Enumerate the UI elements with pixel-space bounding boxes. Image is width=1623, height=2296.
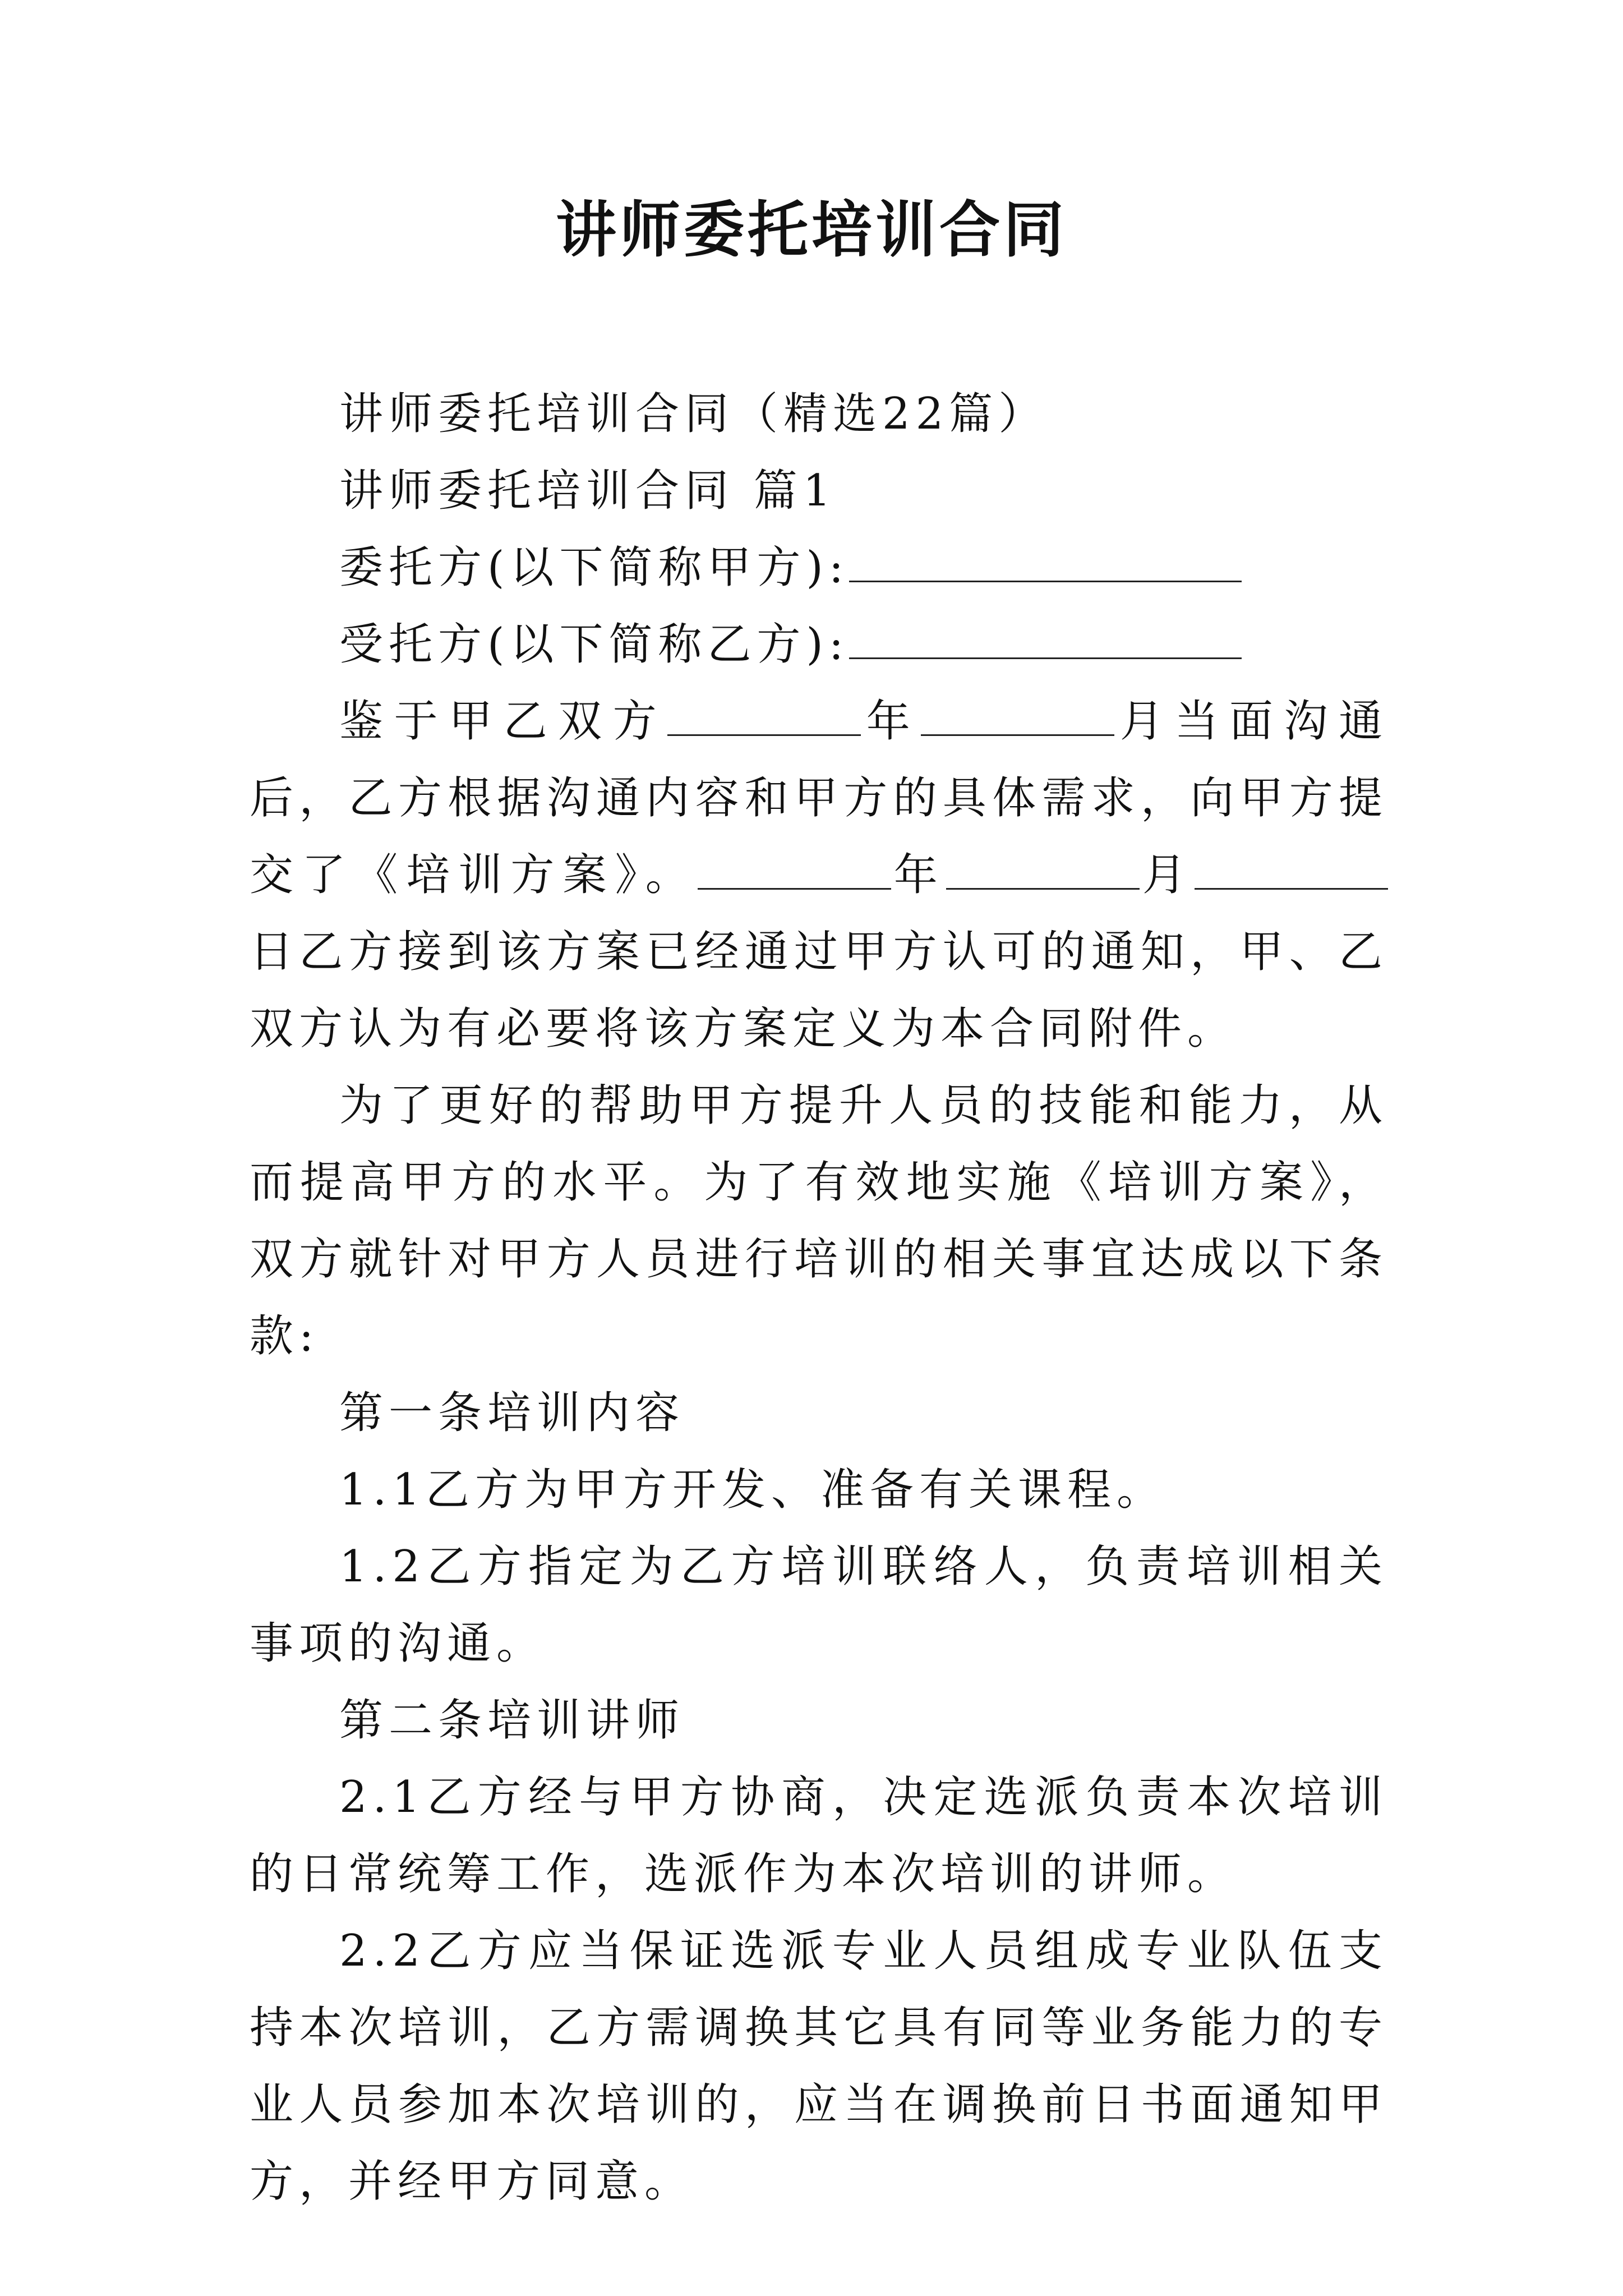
party-a-label: 委托方(以下简称甲方): (339, 542, 850, 593)
para1-text-4: 年 (891, 850, 946, 900)
clause-2-2: 2.2乙方应当保证选派专业人员组成专业队伍支持本次培训，乙方需调换其它具有同等业务能力的专业人员参加本次培训的，应当在调换前日书面通知甲方，并经甲方同意。 (250, 1926, 1388, 2207)
day-blank (1195, 849, 1388, 890)
party-b-line (250, 606, 1388, 683)
paragraph-1 (250, 683, 1388, 1068)
month-blank-2 (946, 849, 1140, 890)
para1-text-3: 月当面沟通后，乙方根据沟通内容和甲方的具体需求，向甲方提交了《培训方案》。 (250, 696, 1388, 900)
article-2-heading: 第二条培训讲师 (339, 1695, 685, 1746)
section-heading: 讲师委托培训合同 篇1 (339, 466, 837, 516)
party-a-blank (849, 541, 1242, 582)
para1-text-2: 年 (861, 696, 921, 747)
year-blank-1 (667, 695, 861, 736)
clause-1-1: 1.1乙方为甲方开发、准备有关课程。 (339, 1465, 1166, 1515)
para1-text-6: 日乙方接到该方案已经通过甲方认可的通知，甲、乙双方认为有必要将该方案定义为本合同附件。 (250, 927, 1388, 1054)
document-body (250, 376, 1388, 2220)
clause-1-2: 1.2乙方指定为乙方培训联络人，负责培训相关事项的沟通。 (250, 1542, 1388, 1669)
para1-text-5: 月 (1139, 850, 1195, 900)
article-1-heading: 第一条培训内容 (339, 1388, 685, 1438)
party-b-blank (849, 618, 1242, 659)
month-blank-1 (921, 695, 1114, 736)
document-title: 讲师委托培训合同 (555, 195, 1067, 265)
clause-2-1: 2.1乙方经与甲方协商，决定选派负责本次培训的日常统筹工作，选派作为本次培训的讲师。 (250, 1772, 1388, 1899)
party-a-line (250, 530, 1388, 606)
subtitle: 讲师委托培训合同（精选22篇） (339, 389, 1048, 439)
year-blank-2 (698, 849, 891, 890)
para1-text-1: 鉴于甲乙双方 (339, 696, 668, 747)
paragraph-2: 为了更好的帮助甲方提升人员的技能和能力，从而提高甲方的水平。为了有效地实施《培训方案》，双方就针对甲方人员进行培训的相关事宜达成以下条款: (250, 1080, 1388, 1361)
party-b-label: 受托方(以下简称乙方): (339, 619, 850, 670)
